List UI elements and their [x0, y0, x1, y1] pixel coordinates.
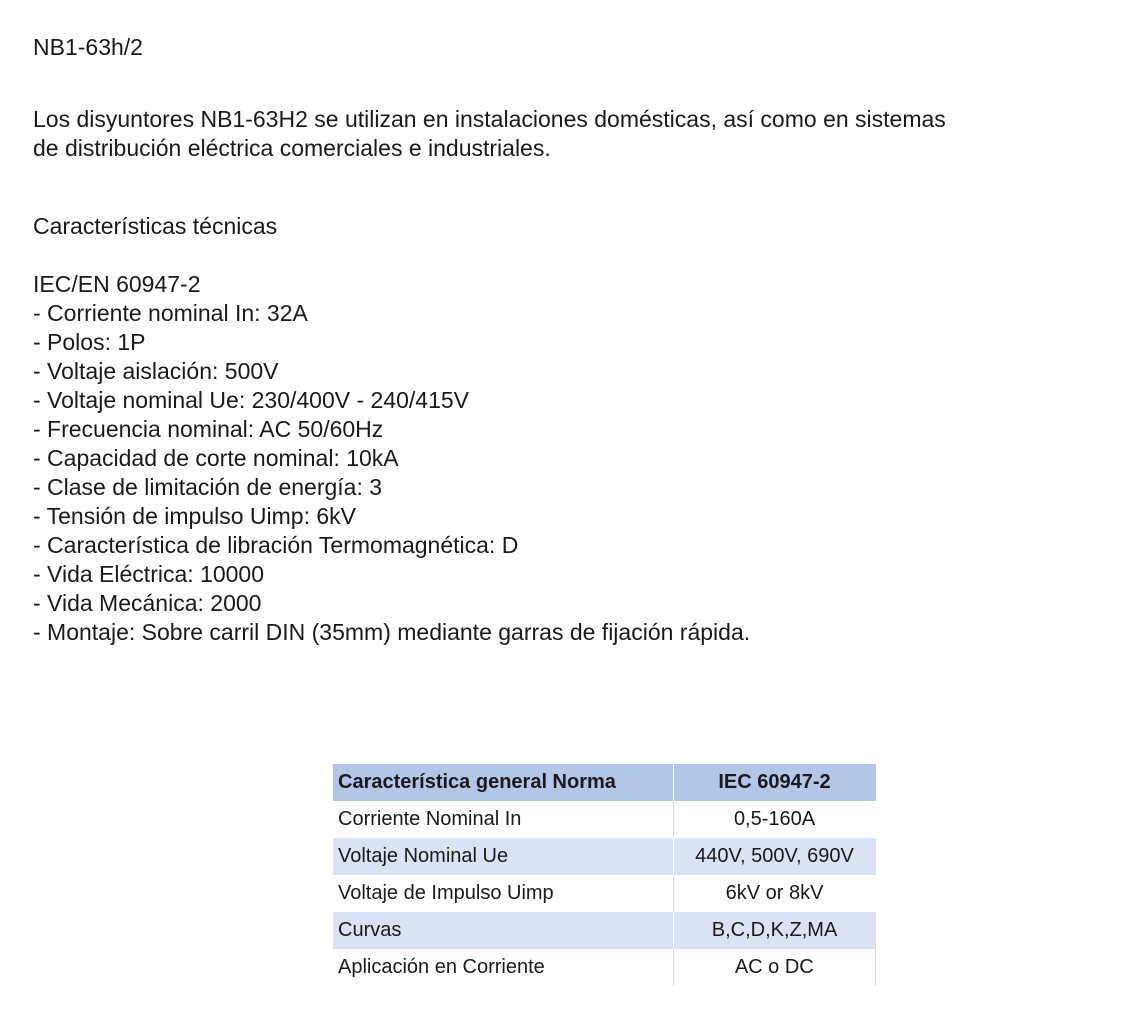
- intro-line-1: Los disyuntores NB1-63H2 se utilizan en instalaciones domésticas, así como en sistemas: [33, 106, 946, 132]
- spec-item: - Montaje: Sobre carril DIN (35mm) mediante garras de fijación rápida.: [33, 619, 751, 645]
- norma-table: [333, 764, 876, 986]
- table-header-row: [333, 764, 876, 801]
- spec-item: - Característica de libración Termomagnética: D: [33, 532, 519, 558]
- spec-item: - Tensión de impulso Uimp: 6kV: [33, 503, 356, 529]
- spec-item: - Vida Eléctrica: 10000: [33, 561, 264, 587]
- table-cell-value: 440V, 500V, 690V: [673, 838, 875, 875]
- spec-item: - Corriente nominal In: 32A: [33, 300, 308, 326]
- table-cell-value: AC o DC: [673, 949, 875, 986]
- table-header-characteristic: Característica general Norma: [333, 764, 673, 801]
- spec-item: - Voltaje aislación: 500V: [33, 358, 279, 384]
- spec-item: - Frecuencia nominal: AC 50/60Hz: [33, 416, 384, 442]
- table-row: [333, 875, 876, 912]
- table-row: [333, 949, 876, 986]
- spec-item: - Clase de limitación de energía: 3: [33, 474, 383, 500]
- intro-line-2: de distribución eléctrica comerciales e industriales.: [33, 135, 551, 161]
- document-title: NB1-63h/2: [33, 34, 143, 60]
- spec-standard: IEC/EN 60947-2: [33, 271, 201, 297]
- spec-list: [33, 270, 750, 647]
- table-cell-value: 0,5-160A: [673, 801, 875, 838]
- table-row: [333, 838, 876, 875]
- spec-item: - Voltaje nominal Ue: 230/400V - 240/415V: [33, 387, 470, 413]
- table-header-standard: IEC 60947-2: [673, 764, 875, 801]
- table-cell-characteristic: Corriente Nominal In: [333, 801, 673, 838]
- table-cell-value: 6kV or 8kV: [673, 875, 875, 912]
- table-cell-characteristic: Voltaje Nominal Ue: [333, 838, 673, 875]
- section-heading: Características técnicas: [33, 213, 278, 239]
- table-row: [333, 912, 876, 949]
- table-cell-characteristic: Voltaje de Impulso Uimp: [333, 875, 673, 912]
- spec-item: - Capacidad de corte nominal: 10kA: [33, 445, 399, 471]
- spec-item: - Vida Mecánica: 2000: [33, 590, 262, 616]
- table-row: [333, 801, 876, 838]
- spec-item: - Polos: 1P: [33, 329, 146, 355]
- table-cell-characteristic: Aplicación en Corriente: [333, 949, 673, 986]
- table-cell-characteristic: Curvas: [333, 912, 673, 949]
- table-cell-value: B,C,D,K,Z,MA: [673, 912, 875, 949]
